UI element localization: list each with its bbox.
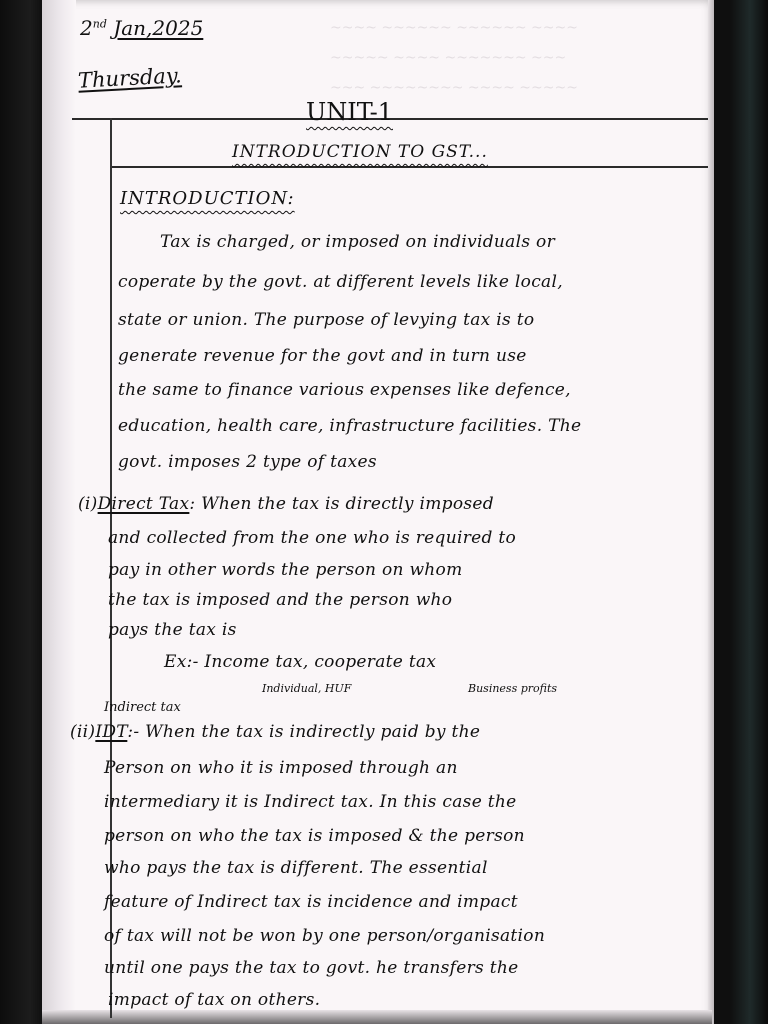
intro-line: generate revenue for the govt and in turn use	[118, 346, 527, 366]
direct-tax-first-line	[78, 494, 494, 514]
indirect-tax-heading: IDT	[95, 722, 128, 742]
indirect-tax-line: who pays the tax is different. The essential	[104, 858, 488, 878]
indirect-tax-label: Indirect tax	[104, 700, 181, 715]
intro-line: the same to finance various expenses like defence,	[118, 380, 571, 400]
intro-line: state or union. The purpose of levying tax is to	[118, 310, 535, 330]
chapter-title: INTRODUCTION TO GST...	[232, 142, 488, 162]
direct-tax-line: the tax is imposed and the person who	[108, 590, 453, 610]
direct-tax-note-left: Individual, HUF	[262, 682, 352, 695]
bleed-through-text: ~~~~ ~~~~~~ ~~~~~~ ~~~~	[330, 20, 578, 36]
indirect-tax-line: intermediary it is Indirect tax. In this case the	[104, 792, 517, 812]
indirect-tax-line: of tax will not be won by one person/organisation	[104, 926, 546, 946]
direct-tax-note-right: Business profits	[468, 682, 558, 695]
indirect-tax-line: Person on who it is imposed through an	[104, 758, 458, 778]
unit-title: UNIT-1	[306, 98, 393, 126]
indirect-tax-line: impact of tax on others.	[108, 990, 321, 1010]
indirect-tax-line: person on who the tax is imposed & the person	[104, 826, 525, 846]
direct-tax-marker: (i)	[78, 494, 98, 514]
indirect-tax-first-line	[70, 722, 480, 742]
title-rule	[110, 166, 708, 168]
intro-line: Tax is charged, or imposed on individuals or	[160, 232, 556, 252]
indirect-tax-line: until one pays the tax to govt. he transfers the	[104, 958, 519, 978]
section-heading: INTRODUCTION:	[120, 188, 295, 209]
indirect-tax-marker: (ii)	[70, 722, 96, 742]
indirect-tax-lead: :- When the tax is indirectly paid by the	[127, 722, 481, 742]
weekday: Thursday.	[77, 63, 183, 93]
bleed-through-text: ~~~~~ ~~~~ ~~~~~~~ ~~~	[330, 50, 567, 66]
bleed-through-text: ~~~ ~~~~~~~~ ~~~~ ~~~~~	[330, 80, 578, 96]
direct-tax-example: Ex:- Income tax, cooperate tax	[164, 652, 437, 672]
date-day-suffix: nd	[92, 17, 107, 31]
intro-line: govt. imposes 2 type of taxes	[118, 452, 377, 472]
date-line	[80, 16, 203, 40]
page-edge	[708, 0, 714, 1024]
intro-line: coperate by the govt. at different levels like local,	[118, 272, 563, 292]
intro-line: education, health care, infrastructure facilities. The	[118, 416, 582, 436]
direct-tax-line: pays the tax is	[108, 620, 237, 640]
indirect-tax-line: feature of Indirect tax is incidence and impact	[104, 892, 518, 912]
page-bottom-shadow	[42, 1010, 712, 1024]
direct-tax-line: and collected from the one who is required to	[108, 528, 517, 548]
notebook-binding	[42, 0, 76, 1024]
date-month-year: Jan,2025	[113, 16, 204, 40]
date-day: 2	[80, 16, 93, 40]
direct-tax-lead: : When the tax is directly imposed	[189, 494, 494, 514]
direct-tax-heading: Direct Tax	[97, 494, 190, 514]
direct-tax-line: pay in other words the person on whom	[108, 560, 463, 580]
